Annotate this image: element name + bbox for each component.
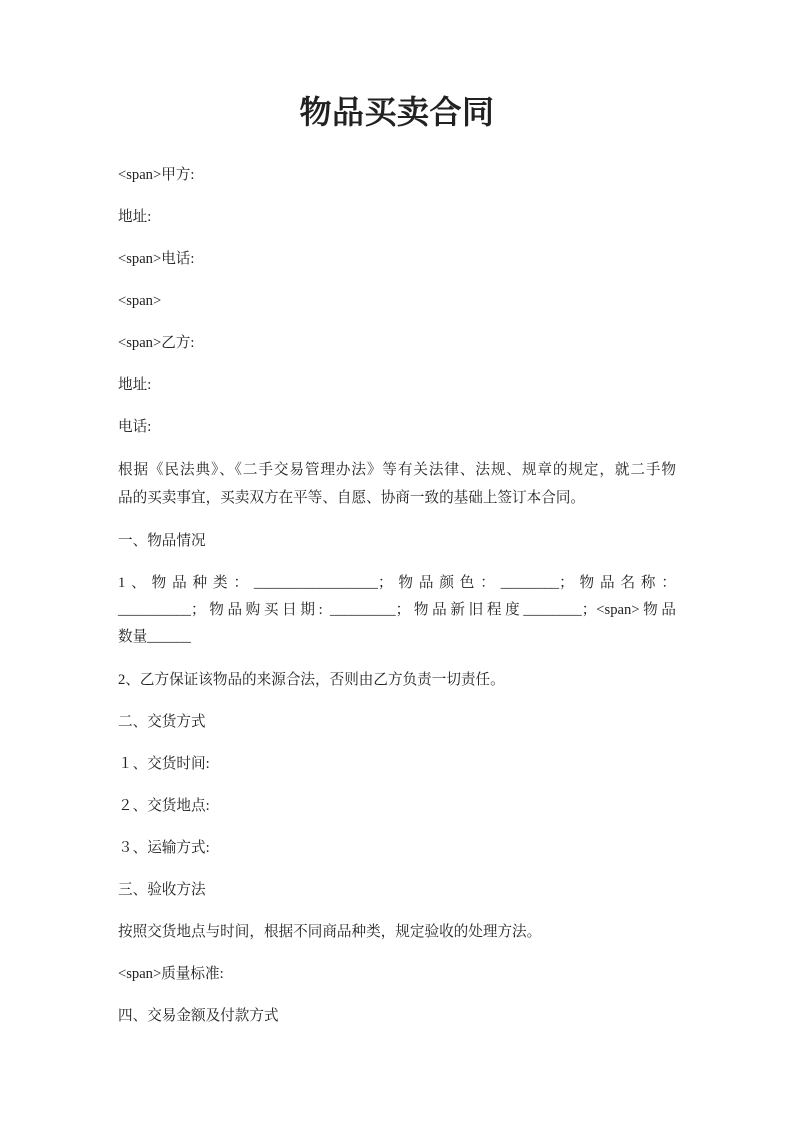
- section-2-heading: 二、交货方式: [118, 714, 206, 730]
- acceptance-method-line: 按照交货地点与时间，根据不同商品种类，规定验收的处理方法。: [118, 924, 542, 940]
- item-origin-clause: 2、乙方保证该物品的来源合法，否则由乙方负责一切责任。: [118, 672, 505, 688]
- transport-mode-line: ３、运输方式:: [118, 840, 210, 856]
- document-title: 物品买卖合同: [299, 94, 495, 130]
- party-a-label: <span>甲方:: [118, 167, 195, 183]
- item-details-line-1: 1、物品种类：_________________；物品颜色：________；物品名称：: [118, 575, 676, 591]
- party-b-phone: 电话:: [118, 419, 152, 435]
- preamble-line-2: 品的买卖事宜，买卖双方在平等、自愿、协商一致的基础上签订本合同。: [118, 490, 586, 506]
- party-b-label: <span>乙方:: [118, 335, 195, 351]
- preamble-paragraph: [118, 456, 676, 512]
- party-a-address: 地址:: [118, 209, 152, 225]
- item-quantity-line: 数量______: [118, 629, 191, 645]
- item-details-paragraph: [118, 570, 676, 651]
- party-a-phone: <span>电话:: [118, 251, 195, 267]
- section-4-heading: 四、交易金额及付款方式: [118, 1008, 279, 1024]
- section-3-heading: 三、验收方法: [118, 882, 206, 898]
- delivery-time-line: １、交货时间:: [118, 756, 210, 772]
- party-b-address: 地址:: [118, 377, 152, 393]
- section-1-heading: 一、物品情况: [118, 533, 206, 549]
- delivery-place-line: ２、交货地点:: [118, 798, 210, 814]
- quality-standard-line: <span>质量标准:: [118, 966, 224, 982]
- item-details-line-2: __________；物品购买日期: _________；物品新旧程度________；<span>物品: [118, 602, 676, 618]
- preamble-line-1: 根据《民法典》、《二手交易管理办法》等有关法律、法规、规章的规定，就二手物: [118, 462, 676, 478]
- span-artifact: <span>: [118, 293, 162, 309]
